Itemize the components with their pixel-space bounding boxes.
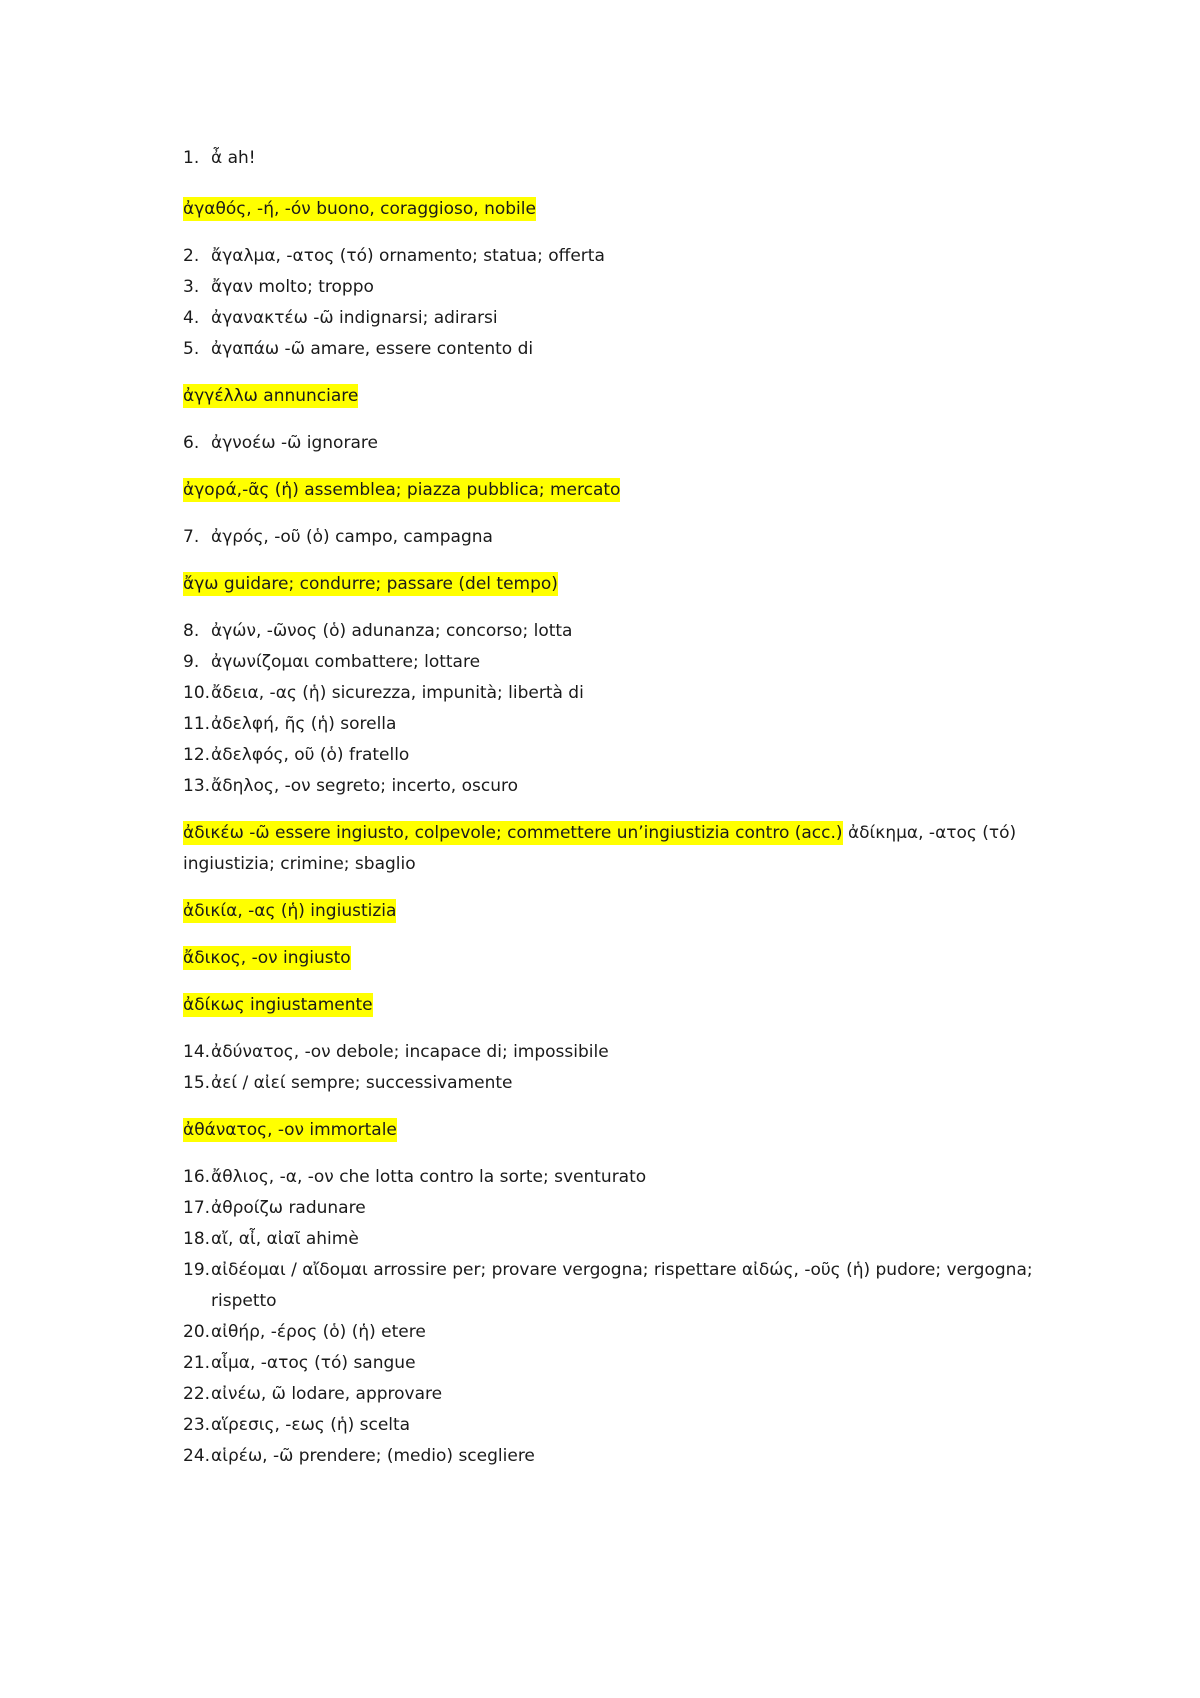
- entry-number: 17.: [183, 1198, 211, 1218]
- entry-number: 18.: [183, 1229, 211, 1249]
- entry-text: αἴ, αἶ, αἰαῖ ahimè: [211, 1229, 359, 1249]
- numbered-entry: [183, 1348, 1083, 1379]
- entry-text: ἄδεια, -ας (ἡ) sicurezza, impunità; libertà di: [211, 683, 584, 703]
- numbered-entry: [183, 1379, 1083, 1410]
- entry-text: ἀθροίζω radunare: [211, 1198, 366, 1218]
- highlighted-text: ἀδικία, -ας (ἡ) ingiustizia: [183, 901, 397, 921]
- numbered-entry: [183, 428, 1083, 459]
- entry-number: 21.: [183, 1353, 211, 1373]
- entry-text: ἀδελφή, ῆς (ἡ) sorella: [211, 714, 397, 734]
- entry-text: ἄθλιος, -α, -ον che lotta contro la sorte; sventurato: [211, 1167, 647, 1187]
- highlighted-entry: [183, 569, 1083, 600]
- entry-text: ἀγνοέω -ῶ ignorare: [211, 433, 378, 453]
- entry-number: 15.: [183, 1073, 211, 1093]
- numbered-entry: [183, 1193, 1083, 1224]
- numbered-entry: [183, 241, 1083, 272]
- highlighted-entry: [183, 896, 1083, 927]
- numbered-entry: [183, 1224, 1083, 1255]
- highlighted-text: ἀδικέω -ῶ essere ingiusto, colpevole; commettere un’ingiustizia contro (acc.): [183, 823, 843, 843]
- numbered-entry: [183, 1037, 1083, 1068]
- entry-number: 2.: [183, 246, 200, 266]
- highlighted-text: ἀδίκως ingiustamente: [183, 995, 373, 1015]
- highlighted-text: ἀθάνατος, -ον immortale: [183, 1120, 397, 1140]
- numbered-entry: [183, 616, 1083, 647]
- highlighted-entry: [183, 475, 1083, 506]
- highlighted-entry: [183, 943, 1083, 974]
- highlighted-text: ἄδικος, -ον ingiusto: [183, 948, 351, 968]
- numbered-entry: [183, 678, 1083, 709]
- entry-text: ἀδύνατος, -ον debole; incapace di; impossibile: [211, 1042, 609, 1062]
- numbered-entry: [183, 1317, 1083, 1348]
- entry-text: ἀδελφός, οῦ (ὁ) fratello: [211, 745, 410, 765]
- numbered-entry: [183, 647, 1083, 678]
- numbered-entry: [183, 143, 1083, 174]
- highlighted-entry: [183, 194, 1083, 225]
- numbered-entry: [183, 1255, 1083, 1317]
- numbered-entry: [183, 303, 1083, 334]
- entry-text: αἰθήρ, -έρος (ὁ) (ἡ) etere: [211, 1322, 426, 1342]
- entry-text: ἀγών, -ῶνος (ὁ) adunanza; concorso; lotta: [211, 621, 573, 641]
- entry-text: ἀγαπάω -ῶ amare, essere contento di: [211, 339, 534, 359]
- entry-number: 22.: [183, 1384, 211, 1404]
- entry-text: ἄδηλος, -ον segreto; incerto, oscuro: [211, 776, 519, 796]
- entry-text: ἀγρός, -οῦ (ὁ) campo, campagna: [211, 527, 493, 547]
- entry-text: ἆ ah!: [211, 148, 256, 168]
- entry-number: 6.: [183, 433, 200, 453]
- entry-text: ἀεί / αἰεί sempre; successivamente: [211, 1073, 513, 1093]
- entry-number: 1.: [183, 148, 200, 168]
- entry-continuation: ἀδίκημα, -ατος (τό) ingiustizia; crimine; sbaglio: [183, 823, 1017, 874]
- entry-number: 3.: [183, 277, 200, 297]
- entry-text: ἀγωνίζομαι combattere; lottare: [211, 652, 481, 672]
- entry-text: ἄγαν molto; troppo: [211, 277, 374, 297]
- entry-text: αἷμα, -ατος (τό) sangue: [211, 1353, 416, 1373]
- highlighted-entry: [183, 1115, 1083, 1146]
- entry-text: αἵρεσις, -εως (ἡ) scelta: [211, 1415, 411, 1435]
- entry-number: 13.: [183, 776, 211, 796]
- numbered-entry: [183, 1410, 1083, 1441]
- entry-number: 23.: [183, 1415, 211, 1435]
- entry-number: 19.: [183, 1260, 211, 1280]
- numbered-entry: [183, 1068, 1083, 1099]
- numbered-entry: [183, 1441, 1083, 1472]
- entry-number: 24.: [183, 1446, 211, 1466]
- entry-number: 7.: [183, 527, 200, 547]
- entry-text: ἀγανακτέω -ῶ indignarsi; adirarsi: [211, 308, 498, 328]
- highlighted-entry: [183, 818, 1083, 880]
- entry-number: 10.: [183, 683, 211, 703]
- entry-number: 11.: [183, 714, 211, 734]
- entry-number: 14.: [183, 1042, 211, 1062]
- entry-text: αἰνέω, ῶ lodare, approvare: [211, 1384, 443, 1404]
- highlighted-text: ἀγορά,-ᾶς (ἡ) assemblea; piazza pubblica; mercato: [183, 480, 621, 500]
- highlighted-text: ἄγω guidare; condurre; passare (del tempo): [183, 574, 558, 594]
- numbered-entry: [183, 740, 1083, 771]
- entry-number: 9.: [183, 652, 200, 672]
- numbered-entry: [183, 1162, 1083, 1193]
- numbered-entry: [183, 709, 1083, 740]
- entry-text: αἱρέω, -ῶ prendere; (medio) scegliere: [211, 1446, 535, 1466]
- entry-number: 16.: [183, 1167, 211, 1187]
- entry-number: 12.: [183, 745, 211, 765]
- highlighted-text: ἀγαθός, -ή, -όν buono, coraggioso, nobile: [183, 199, 536, 219]
- highlighted-text: ἀγγέλλω annunciare: [183, 386, 359, 406]
- numbered-entry: [183, 771, 1083, 802]
- entry-number: 4.: [183, 308, 200, 328]
- entry-number: 5.: [183, 339, 200, 359]
- numbered-entry: [183, 334, 1083, 365]
- highlighted-entry: [183, 990, 1083, 1021]
- highlighted-entry: [183, 381, 1083, 412]
- entry-text: αἰδέομαι / αἴδομαι arrossire per; provare vergogna; rispettare αἰδώς, -οῦς (ἡ) pudore; vergogna; rispetto: [211, 1260, 1033, 1311]
- entry-number: 20.: [183, 1322, 211, 1342]
- numbered-entry: [183, 522, 1083, 553]
- entry-number: 8.: [183, 621, 200, 641]
- numbered-entry: [183, 272, 1083, 303]
- entry-text: ἄγαλμα, -ατος (τό) ornamento; statua; offerta: [211, 246, 605, 266]
- vocabulary-list: [183, 143, 1083, 1472]
